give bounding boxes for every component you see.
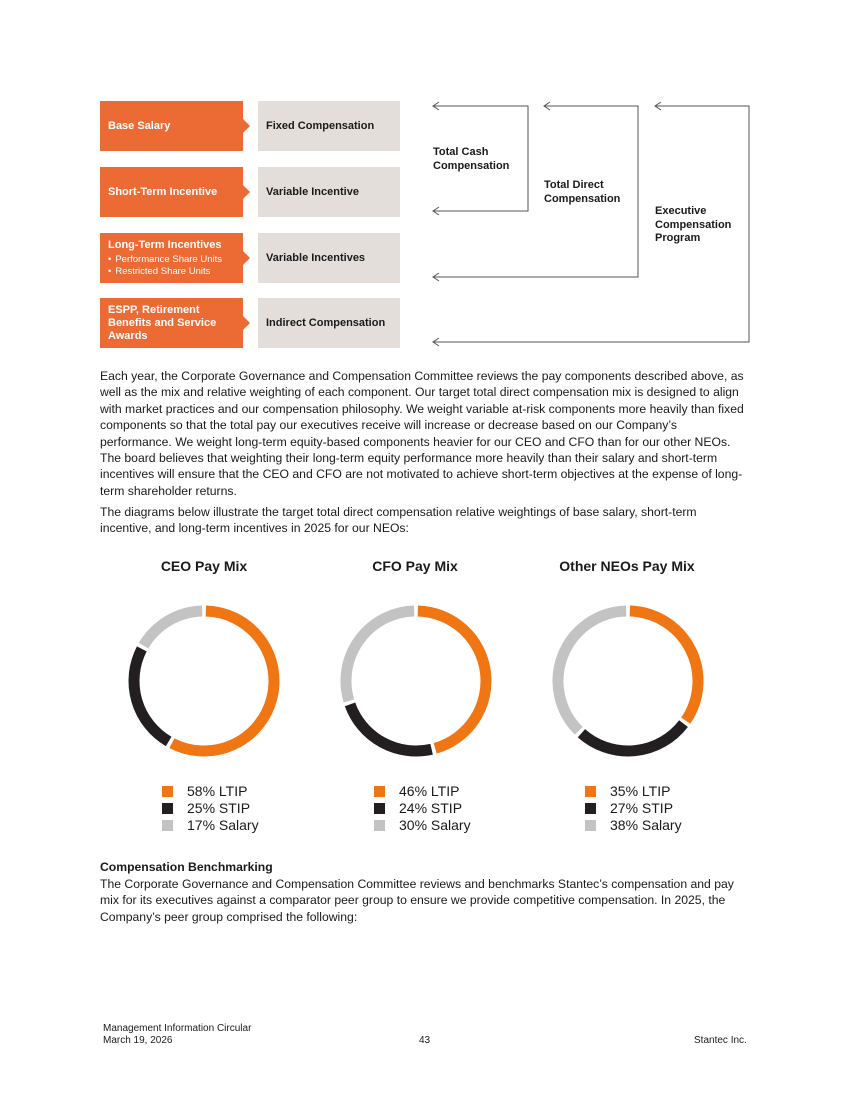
legend-item <box>585 800 682 817</box>
ceo-stip-slice <box>134 649 169 742</box>
legend-swatch <box>374 803 385 814</box>
legend-label: 24% STIP <box>399 800 463 816</box>
other-neos-chart-title: Other NEOs Pay Mix <box>559 558 695 574</box>
benchmarking-paragraph: The Corporate Governance and Compensation Committee reviews and benchmarks Stantec’s compensation and pay mix for its executives against a comparator peer group to ensure we provide competitive compensation. In 2025, the Company’s peer group comprised the following: <box>100 877 734 924</box>
legend-label: 46% LTIP <box>399 783 460 799</box>
total-direct-compensation-label: Total Direct Compensation <box>544 179 621 205</box>
legend-item <box>162 783 259 800</box>
bracket-lines <box>0 0 850 360</box>
compensation-benchmarking-heading: Compensation Benchmarking <box>100 860 273 874</box>
legend-label: 58% LTIP <box>187 783 248 799</box>
ceo-legend <box>162 783 259 834</box>
ceo-chart-title: CEO Pay Mix <box>160 558 248 574</box>
total-cash-compensation-label: Total Cash Compensation <box>433 146 510 172</box>
legend-label: 17% Salary <box>187 817 259 833</box>
other-neos-stip-slice <box>581 724 683 751</box>
legend-swatch <box>585 820 596 831</box>
executive-compensation-program-label: Executive Compensation Program <box>655 205 732 244</box>
diagrams-intro-paragraph: The diagrams below illustrate the target total direct compensation relative weightings of base salary, short-term incentive, and long-term incentives in 2025 for our NEOs: <box>100 505 697 536</box>
legend-swatch <box>585 803 596 814</box>
long-term-incentives-label: Long-Term Incentives <box>108 238 222 251</box>
legend-swatch <box>162 803 173 814</box>
legend-item <box>585 783 682 800</box>
pay-components-paragraph: Each year, the Corporate Governance and Compensation Committee reviews the pay components described above, as well as the mix and relative weighting of each component. Our target total direct compensation mix is designed to align with market practices and our compensation philosophy. We weight variable at-risk components more heavily than fixed components so that the total pay our executives receive will increase or decrease based on our Company’s performance. We weight long-term equity-based components heavier for our CEO and CFO than for our other NEOs. The board believes that weighting their long-term equity performance more heavily than their salary and short-term incentives will ensure that the CEO and CFO are not motivated to achieve short-term objectives at the expense of long-term shareholder returns. <box>100 369 744 498</box>
ceo-ltip-slice <box>172 611 274 751</box>
other-neos-ltip-slice <box>630 611 698 721</box>
legend-item <box>374 817 471 834</box>
legend-swatch <box>585 786 596 797</box>
donut-charts <box>0 590 850 770</box>
legend-swatch <box>374 786 385 797</box>
legend-swatch <box>162 820 173 831</box>
cfo-ltip-slice <box>418 611 486 748</box>
indirect-compensation-label: Indirect Compensation <box>266 317 386 329</box>
base-salary-label: Base Salary <box>108 119 171 132</box>
fixed-compensation-label: Fixed Compensation <box>266 120 375 132</box>
legend-label: 25% STIP <box>187 800 251 816</box>
cfo-chart-title: CFO Pay Mix <box>372 558 458 574</box>
footer-date: March 19, 2026 <box>103 1035 173 1046</box>
list-item: • Performance Share Units <box>108 254 235 266</box>
legend-item <box>162 817 259 834</box>
legend-item <box>162 800 259 817</box>
footer-left <box>103 1023 251 1047</box>
legend-swatch <box>374 820 385 831</box>
legend-label: 27% STIP <box>610 800 674 816</box>
list-item: • Restricted Share Units <box>108 266 235 278</box>
short-term-incentive-label: Short-Term Incentive <box>108 185 218 198</box>
variable-incentive-label: Variable Incentive <box>266 186 359 198</box>
footer-doc-title: Management Information Circular <box>103 1023 252 1034</box>
ceo-salary-slice <box>144 611 203 646</box>
variable-incentives-label: Variable Incentives <box>266 252 366 264</box>
legend-label: 35% LTIP <box>610 783 671 799</box>
footer-company: Stantec Inc. <box>694 1035 747 1046</box>
cfo-salary-slice <box>346 611 414 701</box>
legend-item <box>374 783 471 800</box>
legend-swatch <box>162 786 173 797</box>
legend-item <box>374 800 471 817</box>
cfo-legend <box>374 783 471 834</box>
legend-label: 30% Salary <box>399 817 471 833</box>
legend-item <box>585 817 682 834</box>
page-number: 43 <box>419 1035 431 1046</box>
other-neos-salary-slice <box>558 611 626 731</box>
other-neos-legend <box>585 783 682 834</box>
espp-retirement-label: ESPP, Retirement Benefits and Service Awards <box>108 303 217 342</box>
cfo-stip-slice <box>350 704 432 751</box>
arrowheads <box>433 102 661 346</box>
legend-label: 38% Salary <box>610 817 682 833</box>
